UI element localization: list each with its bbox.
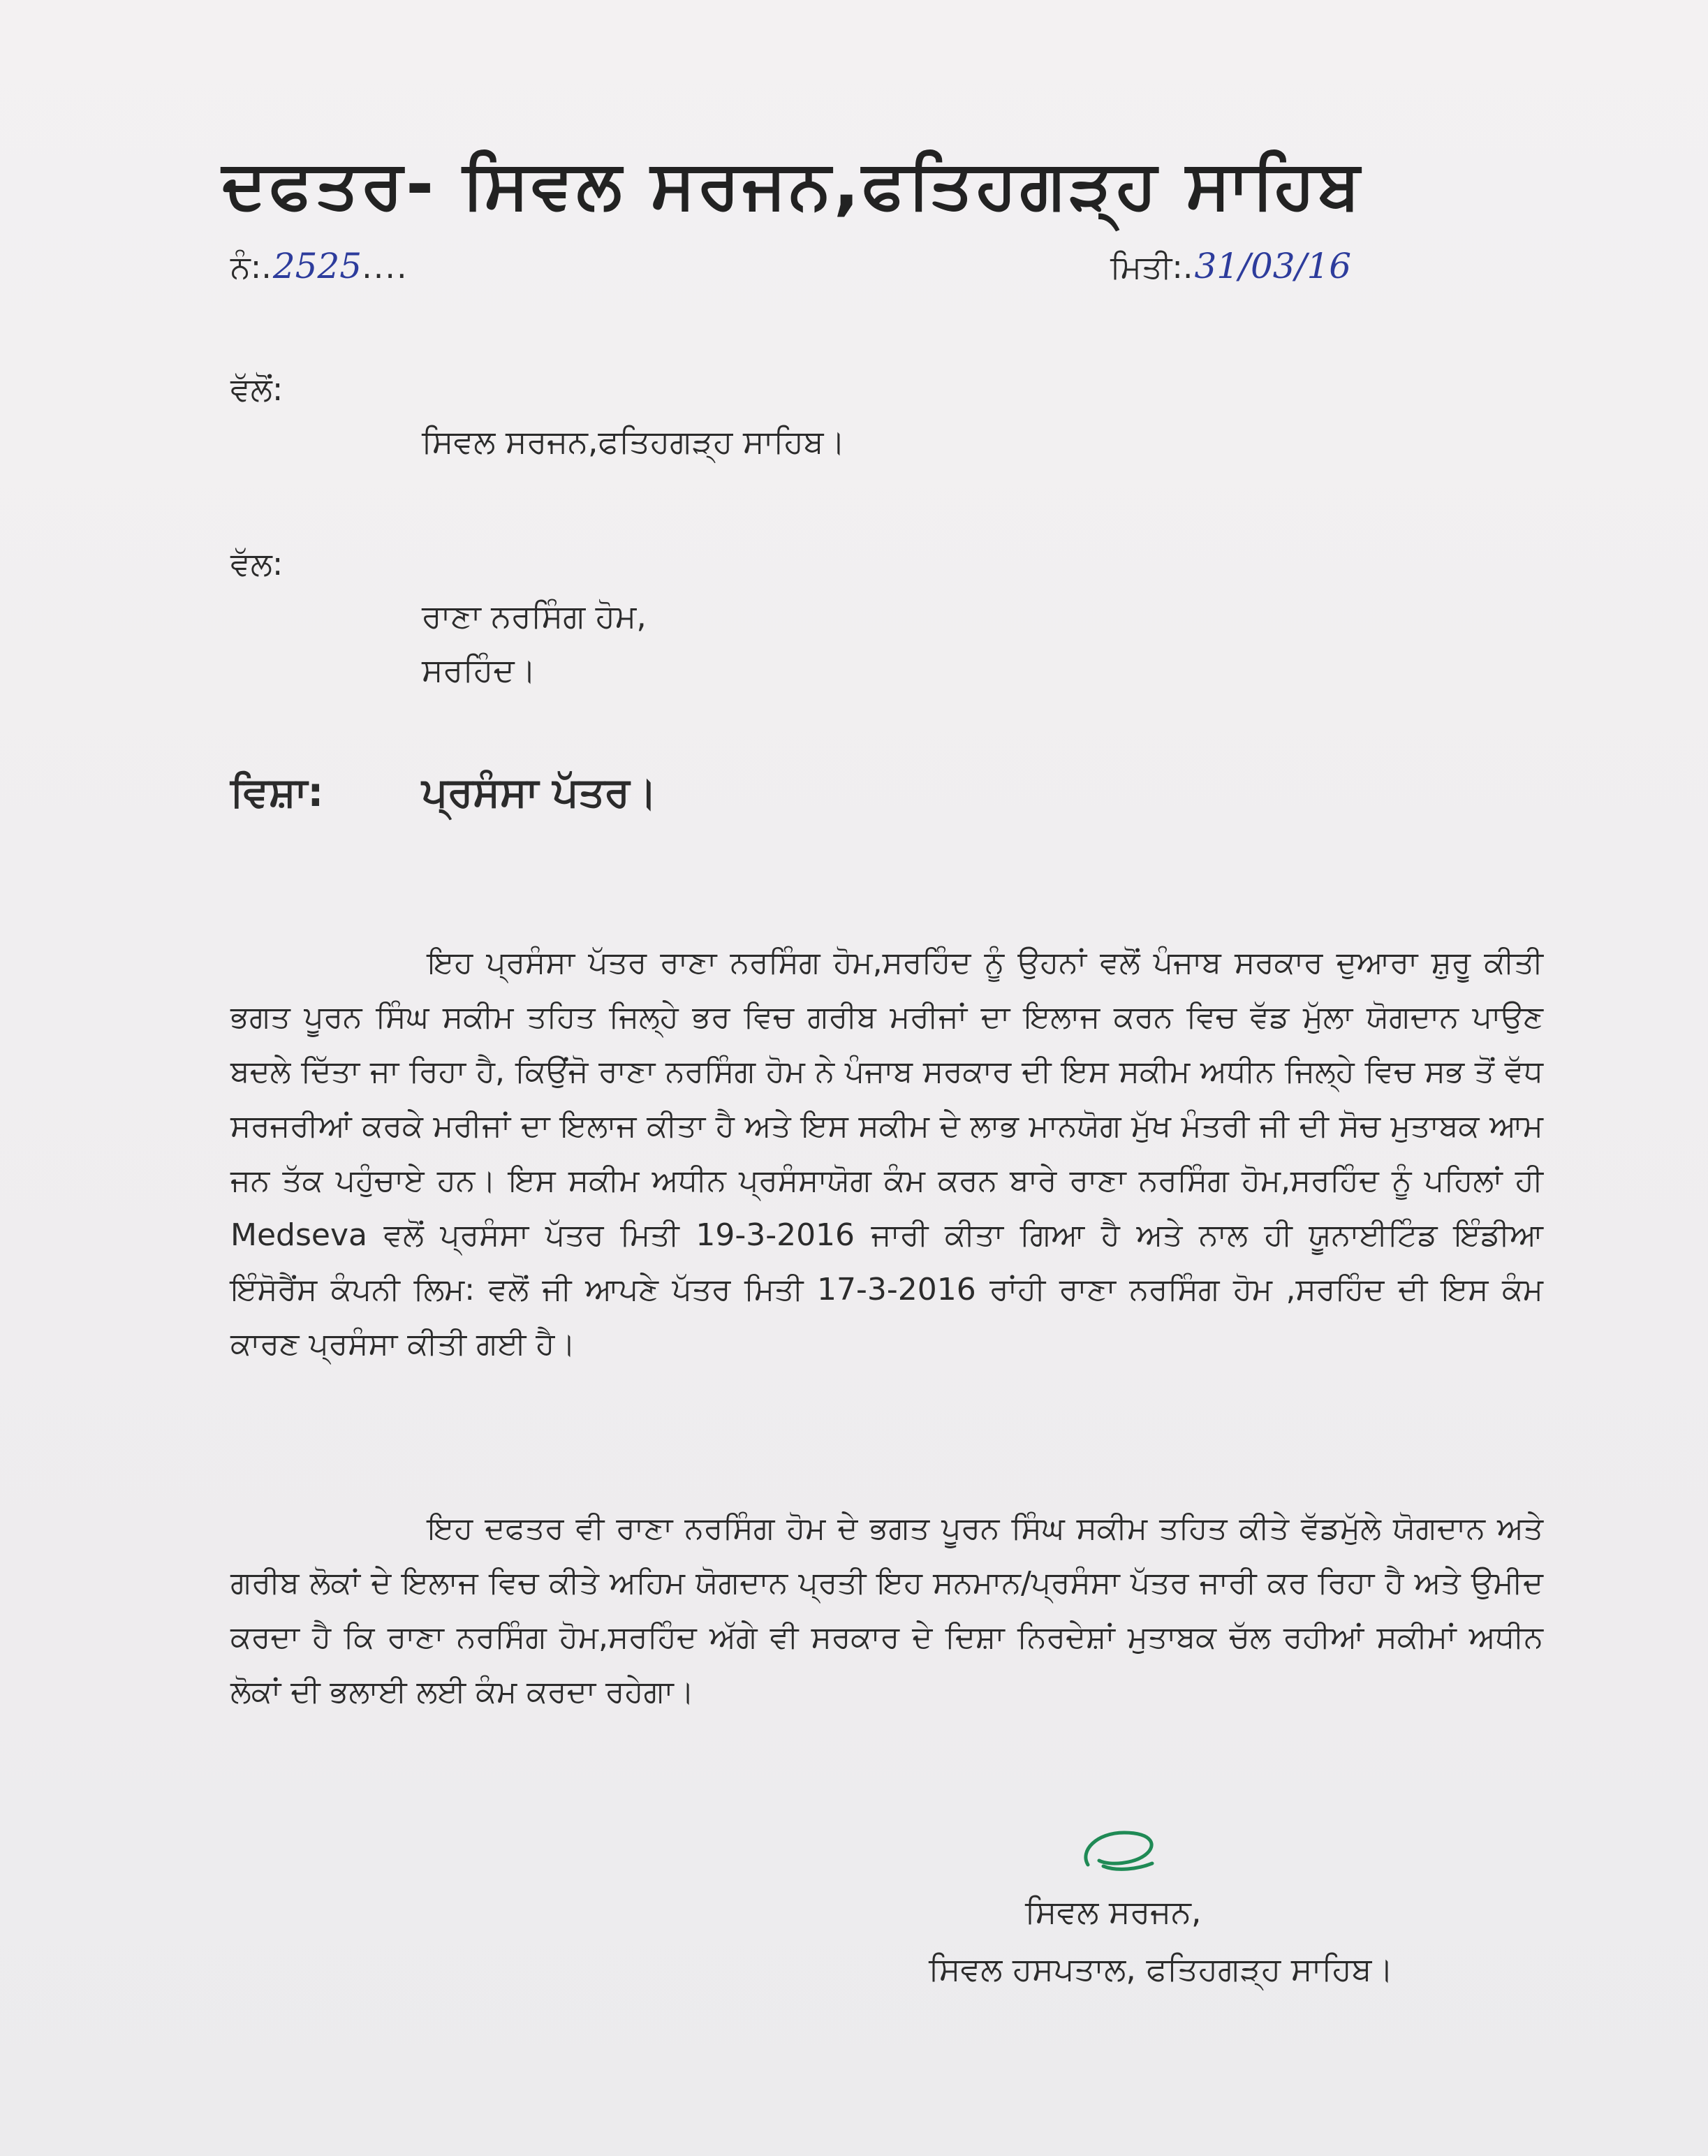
handwritten-signature — [1075, 1823, 1166, 1879]
reference-number: ਨੰ:.2525.... — [230, 246, 408, 286]
signoff-title: ਸਿਵਲ ਸਰਜਨ, — [1025, 1893, 1202, 1930]
to-address-line1: ਰਾਣਾ ਨਰਸਿੰਗ ਹੋਮ, — [422, 597, 647, 635]
signoff-office: ਸਿਵਲ ਹਸਪਤਾਲ, ਫਤਿਹਗੜ੍ਹ ਸਾਹਿਬ। — [929, 1950, 1394, 1988]
reference-date: ਮਿਤੀ:.31/03/16 — [1110, 246, 1352, 286]
body-paragraph-1: ਇਹ ਪ੍ਰਸੰਸਾ ਪੱਤਰ ਰਾਣਾ ਨਰਸਿੰਗ ਹੋਮ,ਸਰਹਿੰਦ ਨੂੰ ਉਹਨਾਂ ਵਲੋਂ ਪੰਜਾਬ ਸਰਕਾਰ ਦੁਆਰਾ ਸ਼ੁਰੂ ਕੀਤੀ ਭਗਤ ਪੂਰਨ ਸਿੰਘ ਸਕੀਮ ਤਹਿਤ ਜਿਲ੍ਹੇ ਭਰ ਵਿਚ ਗਰੀਬ ਮਰੀਜਾਂ ਦਾ ਇਲਾਜ ਕਰਨ ਵਿਚ ਵੱਡ ਮੁੱਲਾ ਯੋਗਦਾਨ ਪਾਉਣ ਬਦਲੇ ਦਿੱਤਾ ਜਾ ਰਿਹਾ ਹੈ, ਕਿਉਂਜੋ ਰਾਣਾ ਨਰਸਿੰਗ ਹੋਮ ਨੇ ਪੰਜਾਬ ਸਰਕਾਰ ਦੀ ਇਸ ਸਕੀਮ ਅਧੀਨ ਜਿਲ੍ਹੇ ਵਿਚ ਸਭ ਤੋਂ ਵੱਧ ਸਰਜਰੀਆਂ ਕਰਕੇ ਮਰੀਜਾਂ ਦਾ ਇਲਾਜ ਕੀਤਾ ਹੈ ਅਤੇ ਇਸ ਸਕੀਮ ਦੇ ਲਾਭ ਮਾਨਯੋਗ ਮੁੱਖ ਮੰਤਰੀ ਜੀ ਦੀ ਸੋਚ ਮੁਤਾਬਕ ਆਮ ਜਨ ਤੱਕ ਪਹੁੰਚਾਏ ਹਨ। ਇਸ ਸਕੀਮ ਅਧੀਨ ਪ੍ਰਸੰਸਾਯੋਗ ਕੰਮ ਕਰਨ ਬਾਰੇ ਰਾਣਾ ਨਰਸਿੰਗ ਹੋਮ,ਸਰਹਿੰਦ ਨੂੰ ਪਹਿਲਾਂ ਹੀ Medseva ਵਲੋਂ ਪ੍ਰਸੰਸਾ ਪੱਤਰ ਮਿਤੀ 19-3-2016 ਜਾਰੀ ਕੀਤਾ ਗਿਆ ਹੈ ਅਤੇ ਨਾਲ ਹੀ ਯੂਨਾਈਟਿੰਡ ਇੰਡੀਆ ਇੰਸੋਰੈਂਸ ਕੰਪਨੀ ਲਿਮ: ਵਲੋਂ ਜੀ ਆਪਣੇ ਪੱਤਰ ਮਿਤੀ 17-3-2016 ਰਾਂਹੀ ਰਾਣਾ ਨਰਸਿੰਗ ਹੋਮ ,ਸਰਹਿੰਦ ਦੀ ਇਸ ਕੰਮ ਕਾਰਣ ਪ੍ਰਸੰਸਾ ਕੀਤੀ ਗਈ ਹੈ। — [230, 945, 1543, 1362]
to-address-line2: ਸਰਹਿੰਦ। — [422, 651, 536, 689]
from-address: ਸਿਵਲ ਸਰਜਨ,ਫਤਿਹਗੜ੍ਹ ਸਾਹਿਬ। — [422, 423, 846, 460]
reference-date-value: 31/03/16 — [1194, 246, 1352, 286]
from-label: ਵੱਲੋਂ: — [230, 370, 284, 408]
reference-number-label: ਨੰ: — [230, 248, 262, 286]
body-paragraph-2: ਇਹ ਦਫਤਰ ਵੀ ਰਾਣਾ ਨਰਸਿੰਗ ਹੋਮ ਦੇ ਭਗਤ ਪੂਰਨ ਸਿੰਘ ਸਕੀਮ ਤਹਿਤ ਕੀਤੇ ਵੱਡਮੁੱਲੇ ਯੋਗਦਾਨ ਅਤੇ ਗਰੀਬ ਲੋਕਾਂ ਦੇ ਇਲਾਜ ਵਿਚ ਕੀਤੇ ਅਹਿਮ ਯੋਗਦਾਨ ਪ੍ਰਤੀ ਇਹ ਸਨਮਾਨ/ਪ੍ਰਸੰਸਾ ਪੱਤਰ ਜਾਰੀ ਕਰ ਰਿਹਾ ਹੈ ਅਤੇ ਉਮੀਦ ਕਰਦਾ ਹੈ ਕਿ ਰਾਣਾ ਨਰਸਿੰਗ ਹੋਮ,ਸਰਹਿੰਦ ਅੱਗੇ ਵੀ ਸਰਕਾਰ ਦੇ ਦਿਸ਼ਾ ਨਿਰਦੇਸ਼ਾਂ ਮੁਤਾਬਕ ਚੱਲ ਰਹੀਆਂ ਸਕੀਮਾਂ ਅਧੀਨ ਲੋਕਾਂ ਦੀ ਭਲਾਈ ਲਈ ਕੰਮ ਕਰਦਾ ਰਹੇਗਾ। — [230, 1511, 1543, 1710]
subject-text: ਪ੍ਰਸੰਸਾ ਪੱਤਰ। — [422, 768, 657, 816]
subject-label: ਵਿਸ਼ਾ: — [230, 768, 324, 816]
reference-number-value: 2525 — [272, 246, 362, 286]
reference-date-label: ਮਿਤੀ: — [1110, 248, 1183, 286]
letterhead-title: ਦਫਤਰ- ਸਿਵਲ ਸਰਜਨ,ਫਤਿਹਗੜ੍ਹ ਸਾਹਿਬ — [222, 145, 1363, 223]
to-label: ਵੱਲ: — [230, 545, 284, 582]
